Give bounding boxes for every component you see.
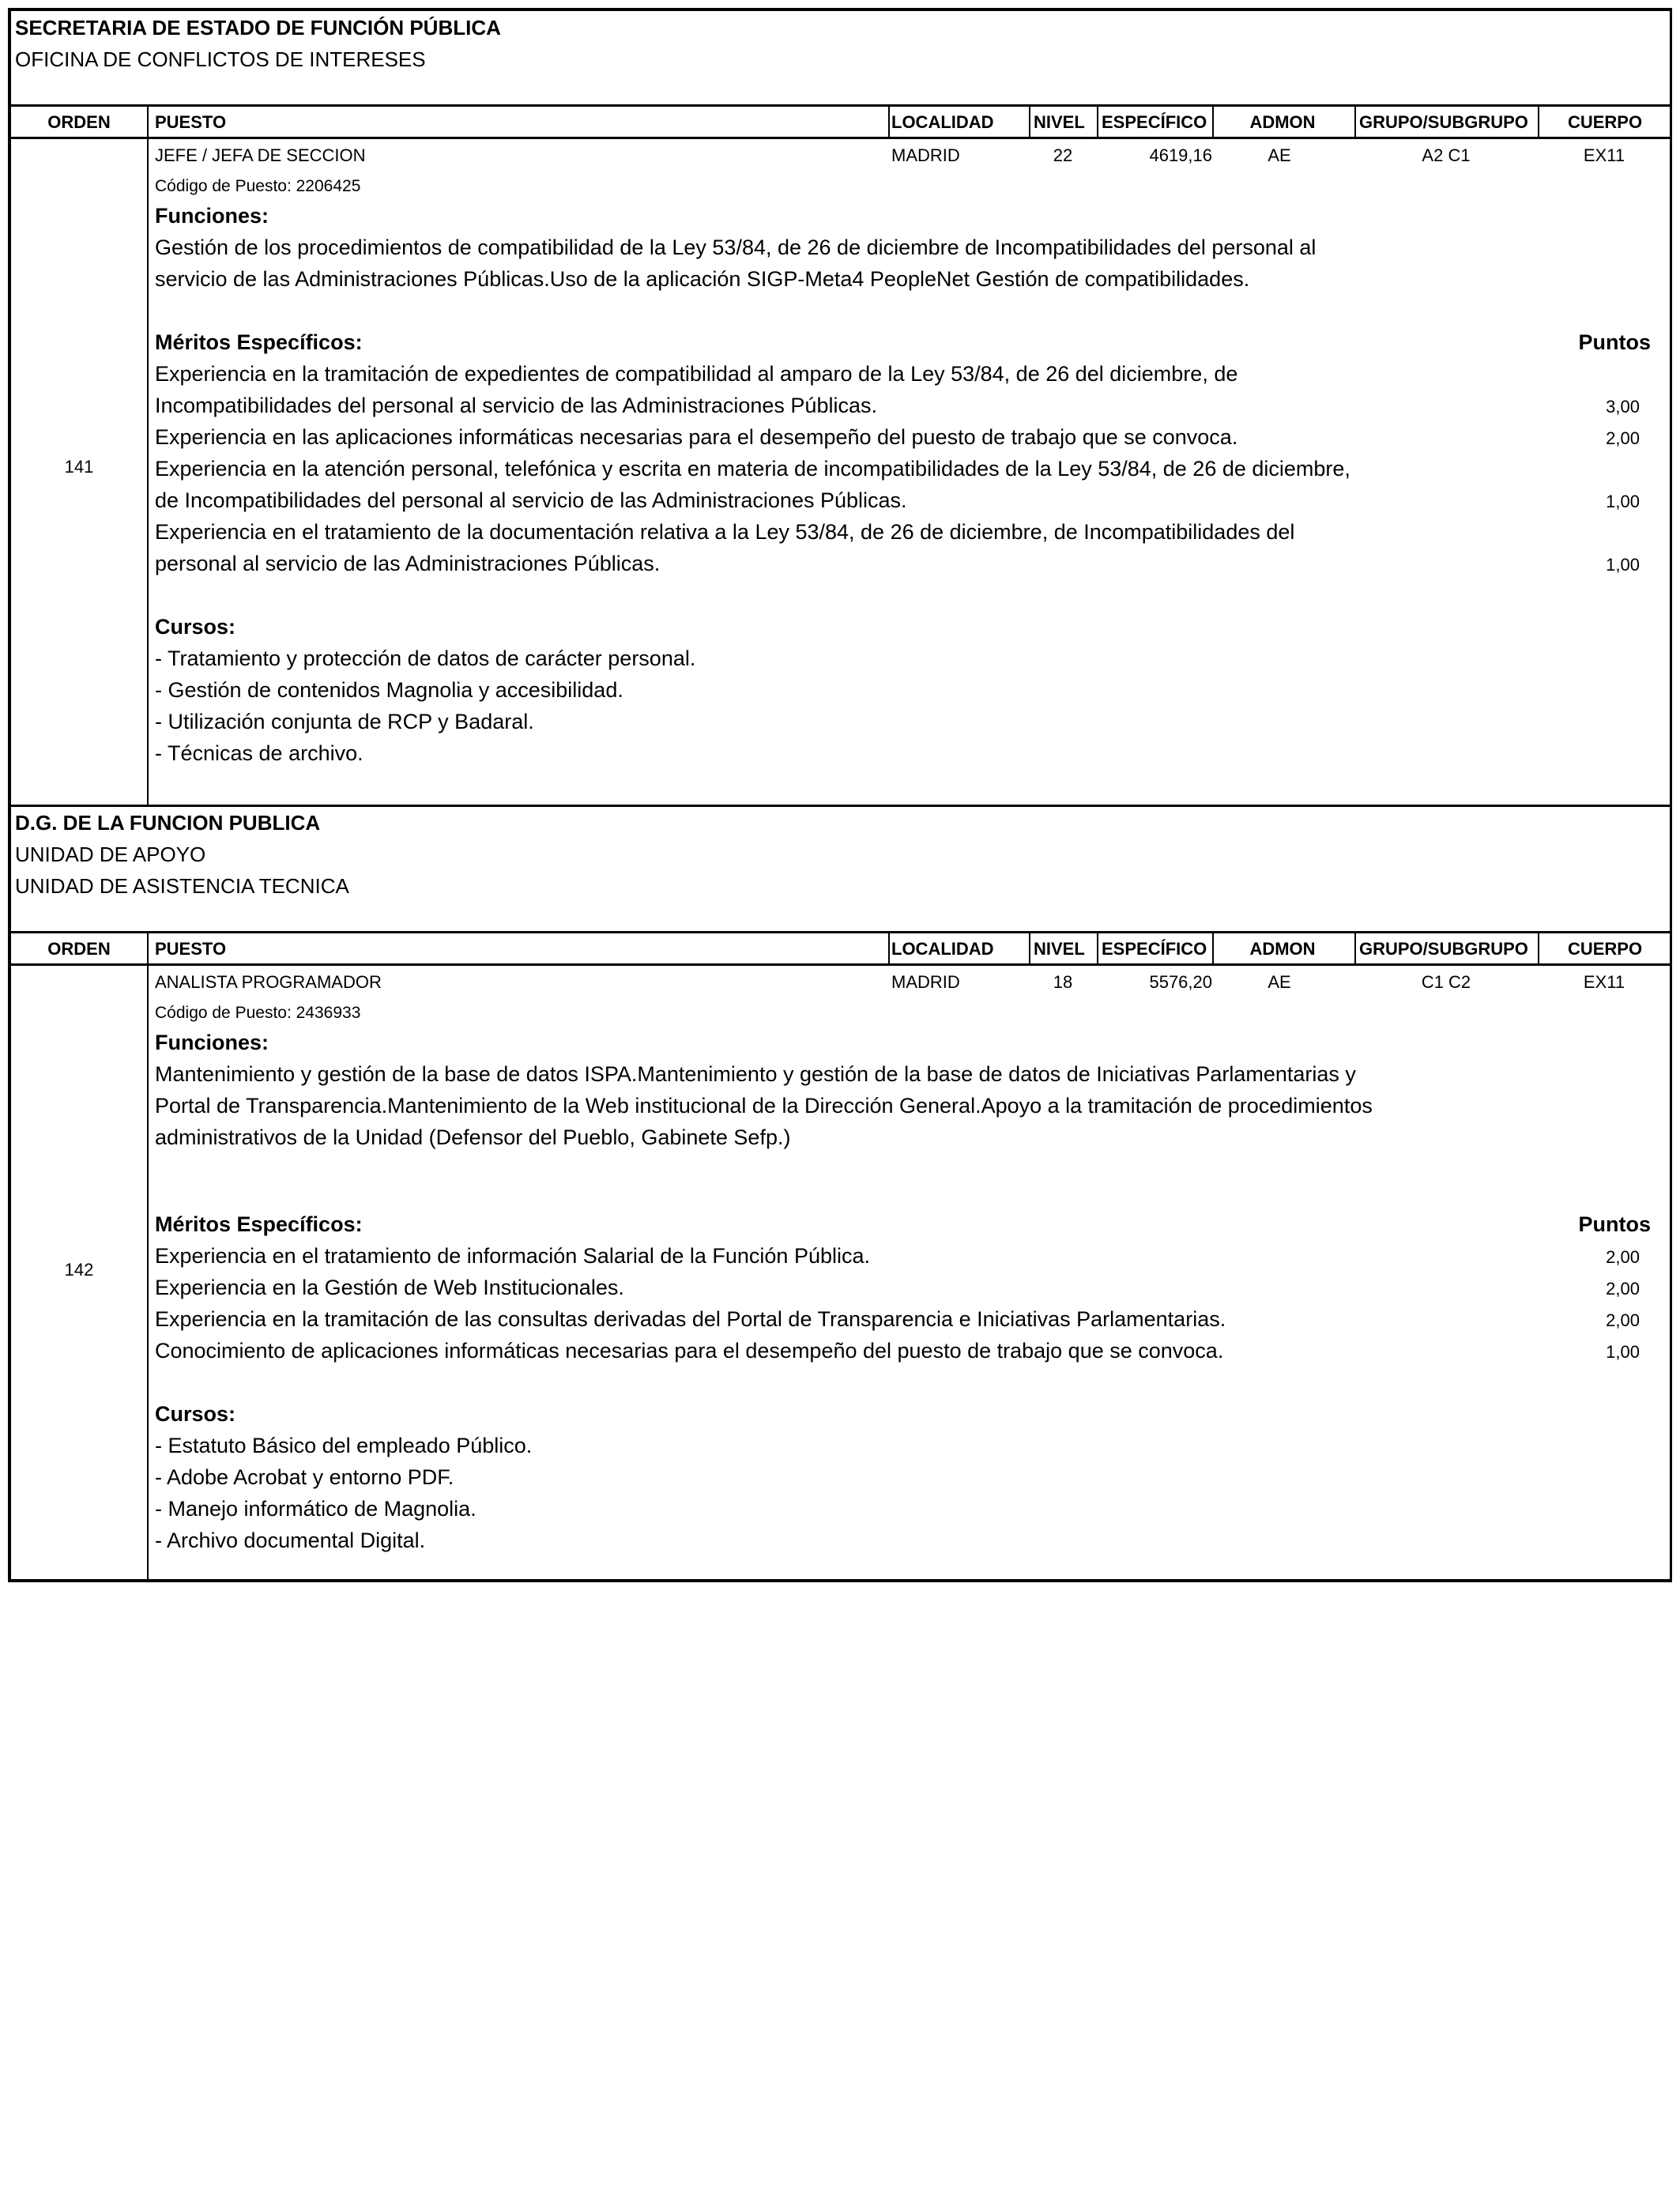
grupo-value: C1 C2: [1421, 972, 1471, 992]
col-divider: [1538, 933, 1539, 963]
orden-column-line: [147, 138, 149, 806]
merito-line: Experiencia en el tratamiento de información Salarial de la Función Pública.: [155, 1244, 871, 1268]
funciones-line: Mantenimiento y gestión de la base de datos ISPA.Mantenimiento y gestión de la base de datos de Iniciativas Parlamentarias y: [155, 1062, 1356, 1086]
merito-points: 2,00: [1606, 1279, 1640, 1299]
org-unit: UNIDAD DE APOYO: [15, 843, 206, 866]
header-localidad: LOCALIDAD: [891, 939, 994, 959]
divider: [11, 137, 1670, 139]
merito-line: Experiencia en la tramitación de expedientes de compatibilidad al amparo de la Ley 53/84, de 26 del diciembre, de: [155, 362, 1238, 386]
nivel-value: 18: [1053, 972, 1073, 992]
header-puesto: PUESTO: [155, 112, 227, 132]
curso-item: - Gestión de contenidos Magnolia y accesibilidad.: [155, 678, 623, 702]
funciones-line: administrativos de la Unidad (Defensor del Pueblo, Gabinete Sefp.): [155, 1125, 791, 1149]
merito-points: 1,00: [1606, 1342, 1640, 1362]
nivel-value: 22: [1053, 145, 1073, 165]
col-divider: [1212, 933, 1214, 963]
col-divider: [147, 933, 149, 963]
divider: [11, 805, 1670, 807]
col-divider: [888, 107, 890, 137]
puesto-value: ANALISTA PROGRAMADOR: [155, 972, 382, 992]
column-header-row: [11, 933, 1670, 963]
column-header-row: [11, 107, 1670, 137]
funciones-label: Funciones:: [155, 1031, 269, 1054]
document-frame: [8, 8, 1672, 1582]
merito-line: Experiencia en la tramitación de las consultas derivadas del Portal de Transparencia e Iniciativas Parlamentarias.: [155, 1307, 1226, 1331]
merito-points: 1,00: [1606, 555, 1640, 575]
merito-line: personal al servicio de las Administraciones Públicas.: [155, 552, 661, 575]
funciones-line: Portal de Transparencia.Mantenimiento de la Web institucional de la Dirección General.Apoyo a la tramitación de procedimientos: [155, 1094, 1373, 1118]
divider: [11, 963, 1670, 966]
curso-item: - Archivo documental Digital.: [155, 1529, 426, 1552]
puntos-label: Puntos: [1578, 330, 1651, 354]
curso-item: - Adobe Acrobat y entorno PDF.: [155, 1465, 454, 1489]
merito-line: Incompatibilidades del personal al servicio de las Administraciones Públicas.: [155, 394, 877, 417]
col-divider: [888, 933, 890, 963]
col-divider: [1354, 933, 1356, 963]
header-nivel: NIVEL: [1034, 112, 1085, 132]
especifico-value: 4619,16: [1149, 145, 1212, 165]
codigo-puesto: Código de Puesto: 2436933: [155, 1004, 361, 1022]
merito-line: Conocimiento de aplicaciones informáticas necesarias para el desempeño del puesto de trabajo que se convoca.: [155, 1339, 1224, 1363]
header-grupo: GRUPO/SUBGRUPO: [1359, 939, 1528, 959]
merito-line: Experiencia en las aplicaciones informáticas necesarias para el desempeño del puesto de trabajo que se convoca.: [155, 425, 1238, 449]
header-grupo: GRUPO/SUBGRUPO: [1359, 112, 1528, 132]
merito-points: 1,00: [1606, 492, 1640, 511]
funciones-line: Gestión de los procedimientos de compatibilidad de la Ley 53/84, de 26 de diciembre de Incompatibilidades del personal al: [155, 236, 1317, 259]
merito-points: 2,00: [1606, 1247, 1640, 1267]
puntos-label: Puntos: [1578, 1212, 1651, 1236]
cuerpo-value: EX11: [1583, 145, 1625, 165]
grupo-value: A2 C1: [1422, 145, 1471, 165]
col-divider: [1354, 107, 1356, 137]
header-especifico: ESPECÍFICO: [1102, 112, 1207, 132]
curso-item: - Utilización conjunta de RCP y Badaral.: [155, 710, 534, 733]
codigo-puesto: Código de Puesto: 2206425: [155, 177, 361, 195]
orden-column-line: [147, 965, 149, 1581]
admon-value: AE: [1268, 972, 1291, 992]
col-divider: [1029, 933, 1030, 963]
header-admon: ADMON: [1249, 112, 1316, 132]
merito-line: de Incompatibilidades del personal al servicio de las Administraciones Públicas.: [155, 488, 907, 512]
header-cuerpo: CUERPO: [1567, 112, 1643, 132]
header-localidad: LOCALIDAD: [891, 112, 994, 132]
puesto-value: JEFE / JEFA DE SECCION: [155, 145, 366, 165]
org-unit: UNIDAD DE ASISTENCIA TECNICA: [15, 874, 349, 898]
curso-item: - Tratamiento y protección de datos de carácter personal.: [155, 647, 696, 670]
meritos-label: Méritos Específicos:: [155, 330, 363, 354]
header-nivel: NIVEL: [1034, 939, 1085, 959]
orden-value: 141: [64, 457, 94, 477]
header-admon: ADMON: [1249, 939, 1316, 959]
merito-points: 3,00: [1606, 397, 1640, 417]
col-divider: [1097, 933, 1098, 963]
localidad-value: MADRID: [891, 145, 960, 165]
col-divider: [1212, 107, 1214, 137]
merito-points: 2,00: [1606, 1310, 1640, 1330]
merito-line: Experiencia en la Gestión de Web Institucionales.: [155, 1276, 624, 1299]
funciones-line: servicio de las Administraciones Públicas.Uso de la aplicación SIGP-Meta4 PeopleNet Gestión de compatibilidades.: [155, 267, 1250, 291]
meritos-label: Méritos Específicos:: [155, 1212, 363, 1236]
header-especifico: ESPECÍFICO: [1102, 939, 1207, 959]
header-puesto: PUESTO: [155, 939, 227, 959]
col-divider: [1029, 107, 1030, 137]
funciones-label: Funciones:: [155, 204, 269, 228]
header-orden: ORDEN: [47, 112, 111, 132]
orden-value: 142: [64, 1260, 94, 1280]
localidad-value: MADRID: [891, 972, 960, 992]
header-cuerpo: CUERPO: [1567, 939, 1643, 959]
cuerpo-value: EX11: [1583, 972, 1625, 992]
col-divider: [1097, 107, 1098, 137]
org-unit: OFICINA DE CONFLICTOS DE INTERESES: [15, 47, 426, 71]
curso-item: - Técnicas de archivo.: [155, 741, 363, 765]
curso-item: - Manejo informático de Magnolia.: [155, 1497, 477, 1521]
merito-line: Experiencia en la atención personal, telefónica y escrita en materia de incompatibilidades de la Ley 53/84, de 26 de diciembre,: [155, 457, 1350, 481]
header-orden: ORDEN: [47, 939, 111, 959]
org-title: D.G. DE LA FUNCION PUBLICA: [15, 811, 321, 835]
especifico-value: 5576,20: [1149, 972, 1212, 992]
cursos-label: Cursos:: [155, 1402, 236, 1426]
admon-value: AE: [1268, 145, 1291, 165]
col-divider: [1538, 107, 1539, 137]
col-divider: [147, 107, 149, 137]
org-title: SECRETARIA DE ESTADO DE FUNCIÓN PÚBLICA: [15, 16, 501, 40]
merito-points: 2,00: [1606, 428, 1640, 448]
merito-line: Experiencia en el tratamiento de la documentación relativa a la Ley 53/84, de 26 de diciembre, de Incompatibilidades del: [155, 520, 1295, 544]
curso-item: - Estatuto Básico del empleado Público.: [155, 1434, 533, 1457]
cursos-label: Cursos:: [155, 615, 236, 639]
